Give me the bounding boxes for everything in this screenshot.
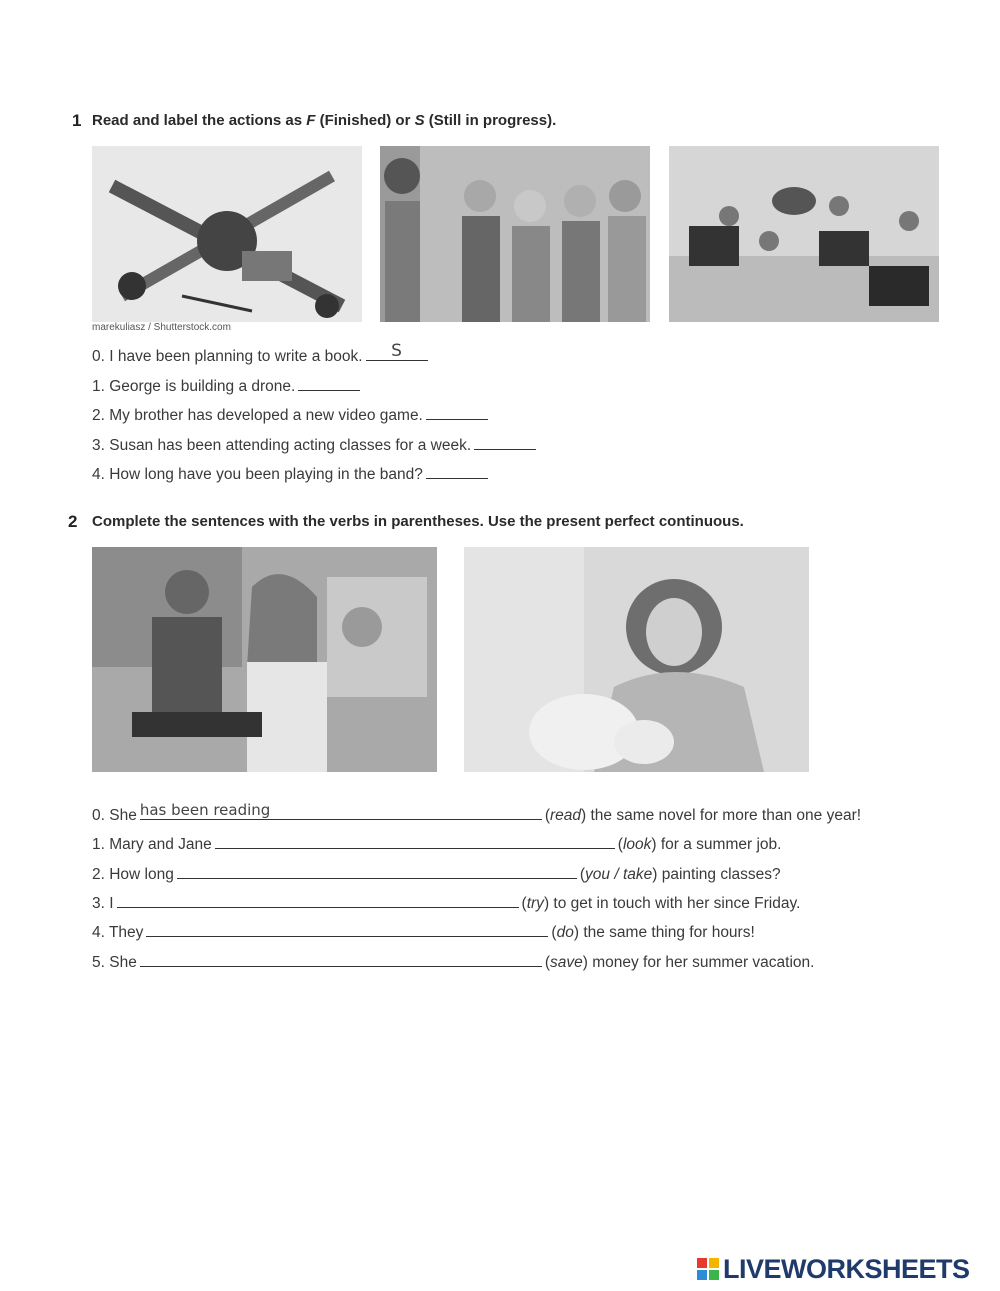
ex2-verb: do xyxy=(556,924,574,941)
ex2-item-suffix: money for her summer vacation. xyxy=(587,954,815,971)
ex2-answer-field[interactable] xyxy=(215,832,615,849)
photo-painting-class xyxy=(92,547,437,772)
ex2-item-1 xyxy=(92,832,781,854)
ex2-answer-field[interactable] xyxy=(140,803,542,820)
paren-close: ) xyxy=(582,954,588,971)
logo-block-i xyxy=(709,1258,719,1268)
ex2-item-3 xyxy=(92,891,800,913)
ex2-answer: has been reading xyxy=(139,801,271,819)
ex2-answer-field[interactable] xyxy=(146,920,548,937)
ex2-item-2 xyxy=(92,862,781,884)
ex1-item-text: 2. My brother has developed a new video game. xyxy=(92,407,423,424)
ex2-verb: try xyxy=(526,895,544,912)
ex2-item-0 xyxy=(92,803,861,825)
photo-girls-surprised xyxy=(380,146,650,322)
ex2-answer-field[interactable] xyxy=(117,891,519,908)
logo-blocks-icon xyxy=(697,1258,719,1280)
ex2-item-suffix: the same thing for hours! xyxy=(579,924,755,941)
ex1-answer-field[interactable] xyxy=(426,403,488,420)
liveworksheets-logo xyxy=(697,1253,970,1285)
ex2-verb: you / take xyxy=(585,866,653,883)
title-f: F xyxy=(306,112,316,129)
photo-drone xyxy=(92,146,362,322)
paren-close: ) xyxy=(652,866,658,883)
ex2-verb: read xyxy=(549,807,582,824)
logo-block-l xyxy=(697,1258,707,1268)
ex1-item-text: 4. How long have you been playing in the band? xyxy=(92,466,423,483)
logo-block-v xyxy=(697,1270,707,1280)
paren-open: ( xyxy=(579,866,586,883)
ex2-verb: save xyxy=(549,954,583,971)
ex1-item-4 xyxy=(92,462,491,484)
photo-credit: marekuliasz / Shutterstock.com xyxy=(92,322,231,333)
ex2-item-5 xyxy=(92,950,814,972)
exercise-2-number: 2 xyxy=(68,512,78,531)
ex1-answer-field[interactable] xyxy=(474,433,536,450)
logo-text: LIVEWORKSHEETS xyxy=(723,1253,970,1284)
title-text: (Finished) or xyxy=(315,112,415,129)
ex2-item-prefix: 0. She xyxy=(92,807,137,824)
photo-piggy-bank xyxy=(464,547,809,772)
paren-close: ) xyxy=(573,924,580,941)
ex2-verb: look xyxy=(622,836,652,853)
ex2-item-prefix: 5. She xyxy=(92,954,137,971)
ex2-item-prefix: 1. Mary and Jane xyxy=(92,836,212,853)
paren-close: ) xyxy=(581,807,587,824)
ex1-item-3 xyxy=(92,433,539,455)
paren-close: ) xyxy=(651,836,657,853)
title-text: Read and label the actions as xyxy=(92,112,307,129)
ex1-item-text: 0. I have been planning to write a book. xyxy=(92,348,363,365)
paren-open: ( xyxy=(521,895,527,912)
ex1-item-0 xyxy=(92,341,431,366)
title-text: (Still in progress). xyxy=(424,112,557,129)
paren-open: ( xyxy=(544,954,550,971)
ex2-answer-field[interactable] xyxy=(140,950,542,967)
ex2-item-suffix: the same novel for more than one year! xyxy=(586,807,862,824)
paren-open: ( xyxy=(617,836,623,853)
exercise-1-number: 1 xyxy=(72,111,82,130)
ex2-item-prefix: 3. I xyxy=(92,895,114,912)
title-s: S xyxy=(414,112,425,129)
ex1-answer: S xyxy=(391,341,402,361)
ex1-answer-field[interactable] xyxy=(426,462,488,479)
ex1-item-2 xyxy=(92,403,491,425)
ex2-item-suffix: to get in touch with her since Friday. xyxy=(549,895,801,912)
ex2-item-suffix: for a summer job. xyxy=(656,836,782,853)
logo-block-e xyxy=(709,1270,719,1280)
paren-open: ( xyxy=(544,807,550,824)
paren-close: ) xyxy=(543,895,550,912)
paren-open: ( xyxy=(551,924,557,941)
ex2-item-prefix: 2. How long xyxy=(92,866,174,883)
ex2-answer-field[interactable] xyxy=(177,862,577,879)
ex2-item-4 xyxy=(92,920,755,942)
ex1-answer-field[interactable] xyxy=(298,374,360,391)
photo-school-band xyxy=(669,146,939,322)
exercise-1-title xyxy=(92,112,556,129)
ex1-answer-field[interactable] xyxy=(366,341,428,361)
ex2-item-suffix: painting classes? xyxy=(657,866,781,883)
ex2-item-prefix: 4. They xyxy=(92,924,144,941)
ex1-item-text: 1. George is building a drone. xyxy=(92,378,296,395)
ex1-item-text: 3. Susan has been attending acting classes for a week. xyxy=(92,437,472,454)
ex1-item-1 xyxy=(92,374,363,396)
exercise-2-title: Complete the sentences with the verbs in parentheses. Use the present perfect continuous. xyxy=(92,513,744,530)
